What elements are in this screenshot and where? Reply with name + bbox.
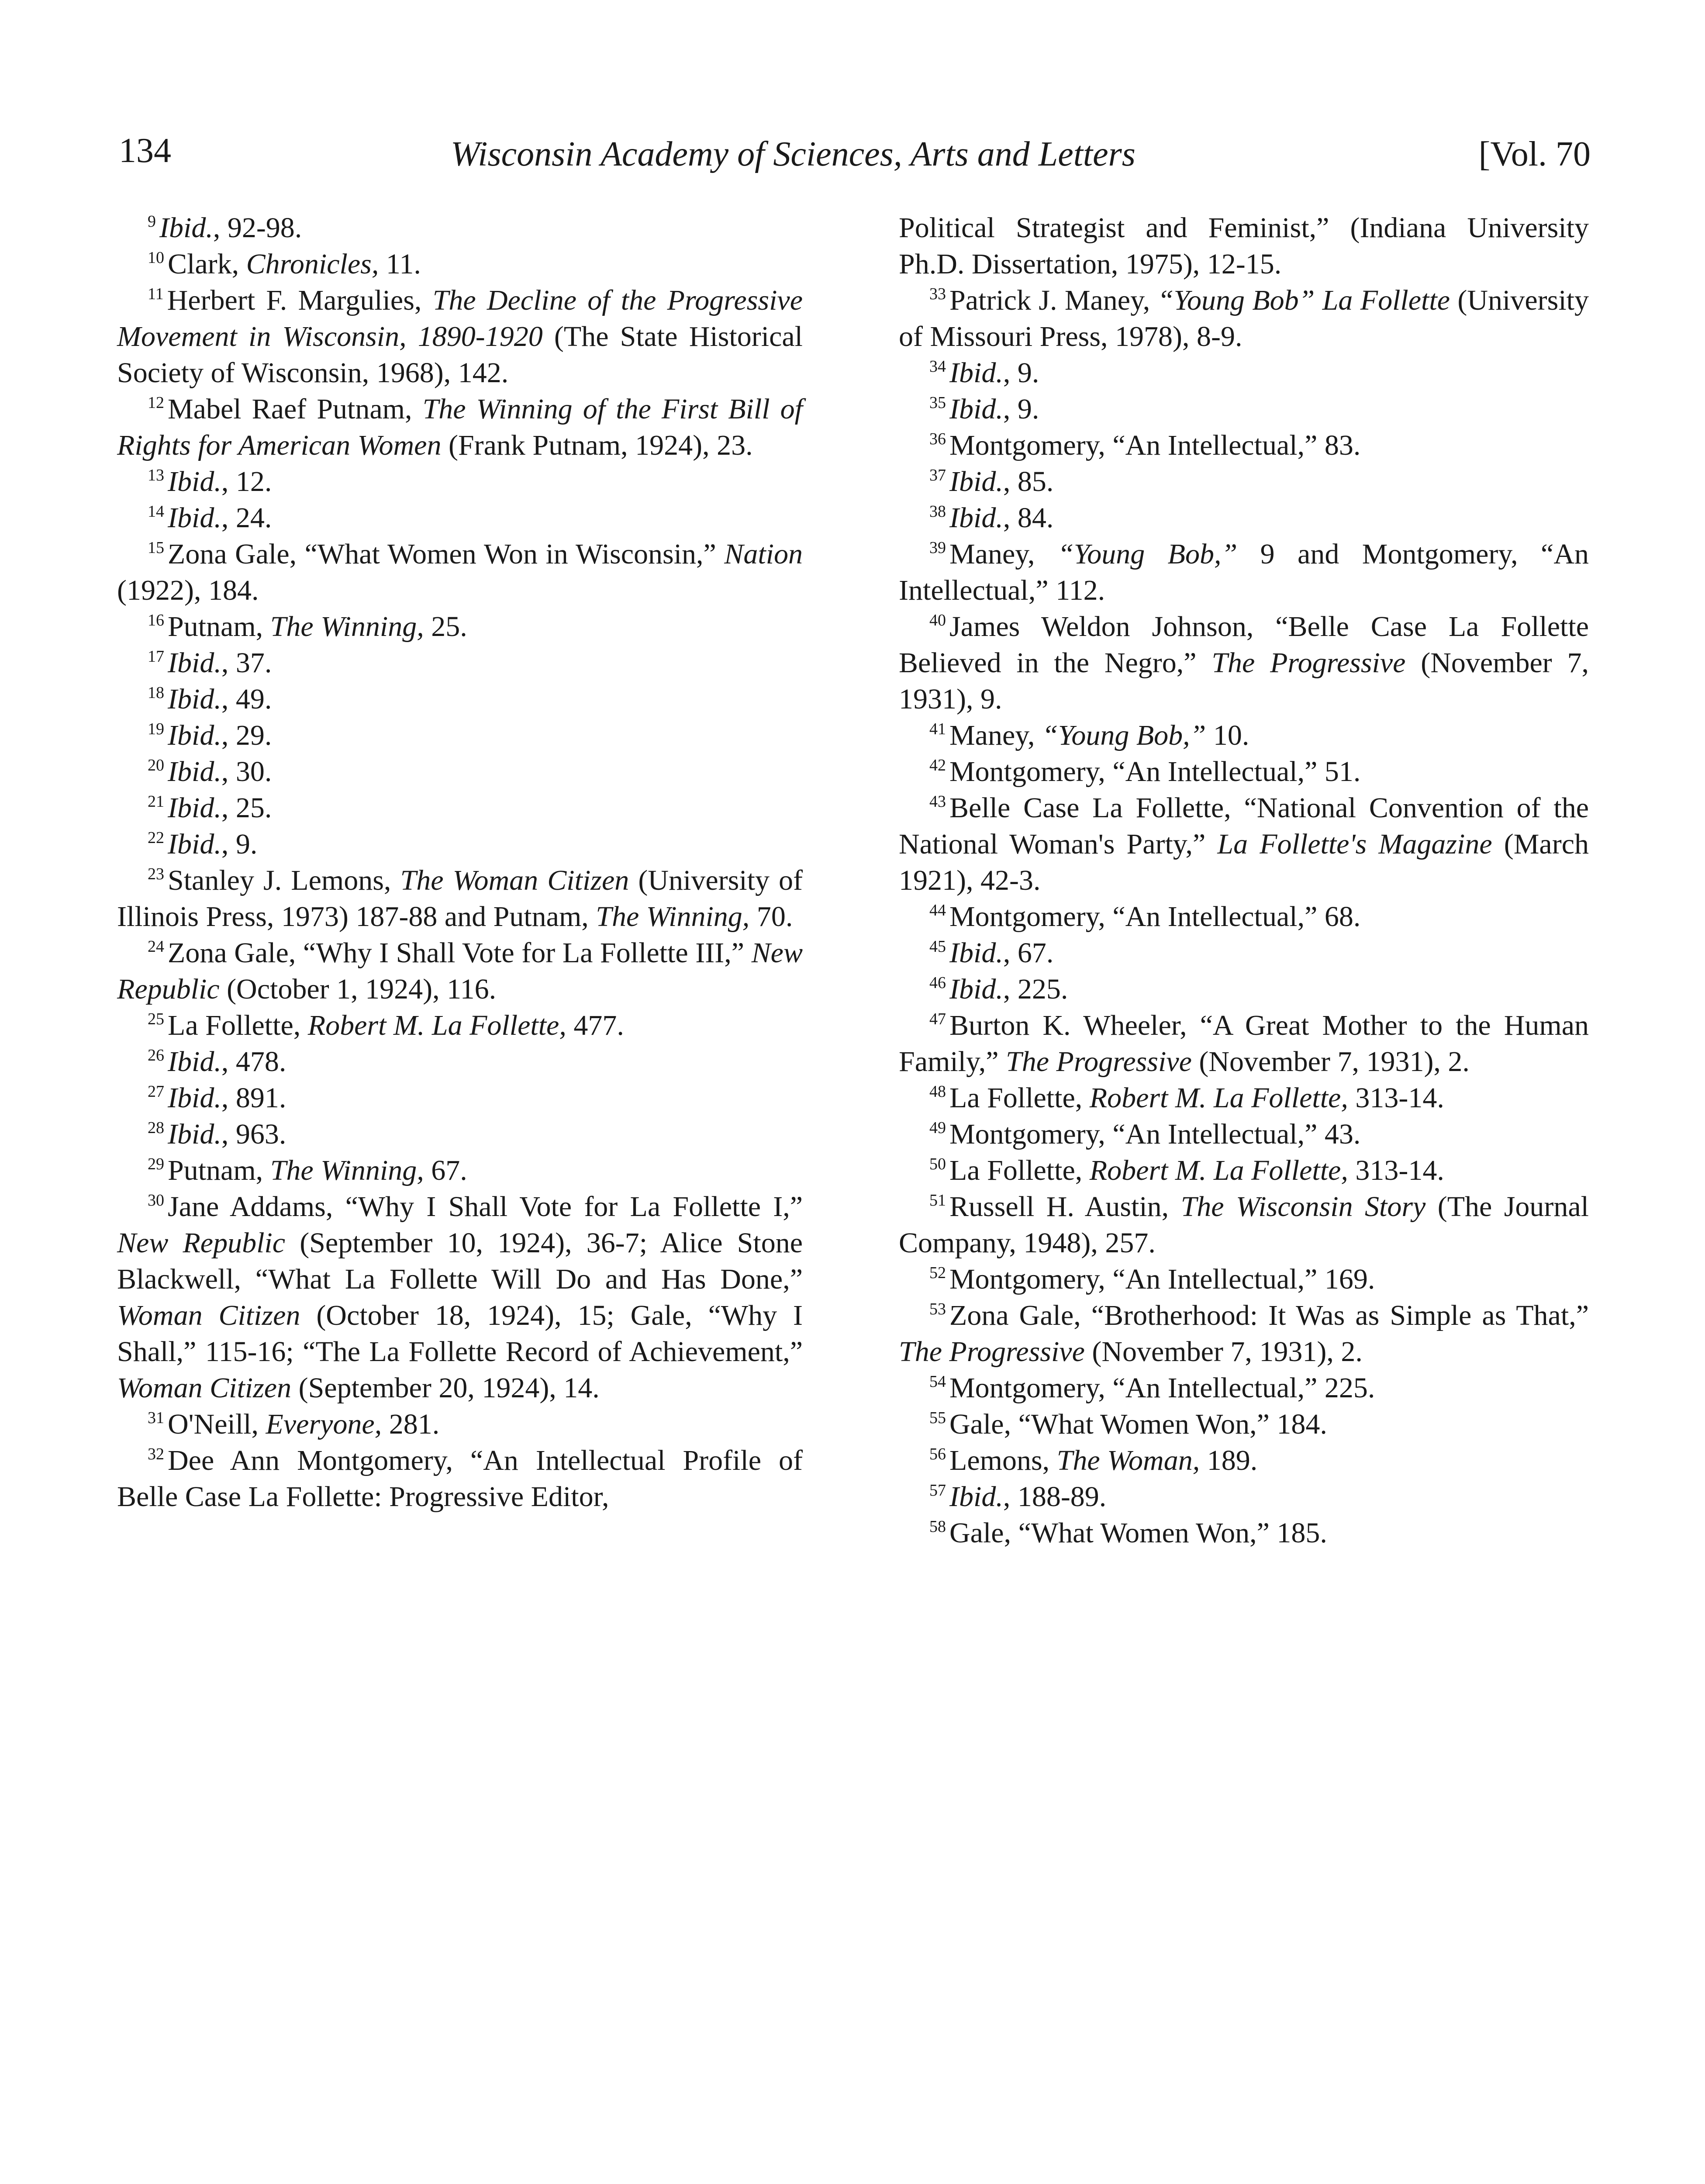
volume-label: [Vol. 70 <box>1478 135 1591 173</box>
footnote: $^{10}$ Clark, Chronicles, 11. <box>148 248 421 280</box>
footnote: $^{26}$ Ibid., 478. <box>148 1046 286 1078</box>
footnote: $^{15}$ Zona Gale, “What Women Won in Wisconsin,” Nation (1922), 184. <box>117 538 803 606</box>
footnote: $^{11}$ Herbert F. Margulies, The Decline of the Progressive Movement in Wisconsin, 1890-1920 (The State Historical Society of Wisconsin, 1968), 142. <box>117 284 803 389</box>
notes-column-right <box>899 210 1589 1551</box>
footnote: $^{12}$ Mabel Raef Putnam, The Winning of the First Bill of Rights for American Women (Frank Putnam, 1924), 23. <box>117 393 803 461</box>
running-title: Wisconsin Academy of Sciences, Arts and Letters <box>451 135 1136 173</box>
footnote: $^{47}$ Burton K. Wheeler, “A Great Mother to the Human Family,” The Progressive (November 7, 1931), 2. <box>899 1009 1589 1078</box>
footnote: $^{50}$ La Follette, Robert M. La Follette, 313-14. <box>929 1154 1444 1186</box>
footnote: $^{57}$ Ibid., 188-89. <box>929 1481 1107 1513</box>
footnote: $^{13}$ Ibid., 12. <box>148 466 272 498</box>
footnote: $^{55}$ Gale, “What Women Won,” 184. <box>929 1408 1327 1440</box>
footnote: $^{28}$ Ibid., 963. <box>148 1118 286 1150</box>
footnote: $^{23}$ Stanley J. Lemons, The Woman Citizen (University of Illinois Press, 1973) 187-88 and Putnam, The Winning, 70. <box>117 864 803 933</box>
footnote: $^{56}$ Lemons, The Woman, 189. <box>929 1444 1258 1476</box>
footnote: $^{51}$ Russell H. Austin, The Wisconsin Story (The Journal Company, 1948), 257. <box>899 1191 1589 1259</box>
footnote: $^{41}$ Maney, “Young Bob,” 10. <box>929 719 1249 751</box>
footnote: $^{31}$ O'Neill, Everyone, 281. <box>148 1408 440 1440</box>
footnote: $^{38}$ Ibid., 84. <box>929 502 1054 534</box>
footnote: $^{58}$ Gale, “What Women Won,” 185. <box>929 1517 1327 1549</box>
footnote: $^{44}$ Montgomery, “An Intellectual,” 68. <box>929 901 1361 933</box>
footnote: $^{33}$ Patrick J. Maney, “Young Bob” La Follette (University of Missouri Press, 1978), 8-9. <box>899 284 1589 352</box>
footnote: $^{29}$ Putnam, The Winning, 67. <box>148 1154 467 1186</box>
footnote: $^{19}$ Ibid., 29. <box>148 719 272 751</box>
footnote: $^{14}$ Ibid., 24. <box>148 502 272 534</box>
footnote: $^{27}$ Ibid., 891. <box>148 1082 286 1114</box>
footnote: $^{21}$ Ibid., 25. <box>148 792 272 824</box>
footnote: $^{24}$ Zona Gale, “Why I Shall Vote for La Follette III,” New Republic (October 1, 1924), 116. <box>117 937 803 1005</box>
footnote: $^{37}$ Ibid., 85. <box>929 466 1054 498</box>
footnote: $^{46}$ Ibid., 225. <box>929 973 1068 1005</box>
footnote: $^{45}$ Ibid., 67. <box>929 937 1054 969</box>
page-number: 134 <box>119 131 171 170</box>
footnote: $^{17}$ Ibid., 37. <box>148 647 272 679</box>
footnote: $^{34}$ Ibid., 9. <box>929 357 1039 389</box>
footnote: $^{32}$ Dee Ann Montgomery, “An Intellectual Profile of Belle Case La Follette: Progressive Editor, <box>117 1444 803 1513</box>
footnote: $^{48}$ La Follette, Robert M. La Follette, 313-14. <box>929 1082 1444 1114</box>
footnote: $^{25}$ La Follette, Robert M. La Follette, 477. <box>148 1009 624 1041</box>
footnote: $^{22}$ Ibid., 9. <box>148 828 258 860</box>
footnote: $^{42}$ Montgomery, “An Intellectual,” 51. <box>929 756 1361 788</box>
footnote: $^{52}$ Montgomery, “An Intellectual,” 169. <box>929 1263 1375 1295</box>
footnote: $^{20}$ Ibid., 30. <box>148 756 272 788</box>
footnote-continuation: Political Strategist and Feminist,” (Indiana University Ph.D. Dissertation, 1975), 12-15. <box>899 212 1589 280</box>
footnote: $^{54}$ Montgomery, “An Intellectual,” 225. <box>929 1372 1375 1404</box>
footnote: $^{40}$ James Weldon Johnson, “Belle Case La Follette Believed in the Negro,” The Progressive (November 7, 1931), 9. <box>899 611 1589 715</box>
footnote: $^9$ Ibid., 92-98. <box>148 212 302 244</box>
footnote: $^{39}$ Maney, “Young Bob,” 9 and Montgomery, “An Intellectual,” 112. <box>899 538 1589 606</box>
footnote: $^{49}$ Montgomery, “An Intellectual,” 43. <box>929 1118 1361 1150</box>
notes-column-left <box>117 210 803 1515</box>
footnote: $^{53}$ Zona Gale, “Brotherhood: It Was as Simple as That,” The Progressive (November 7, 1931), 2. <box>899 1299 1589 1368</box>
footnote: $^{18}$ Ibid., 49. <box>148 683 272 715</box>
page-header <box>119 131 1591 183</box>
footnote: $^{30}$ Jane Addams, “Why I Shall Vote for La Follette I,” New Republic (September 10, 1924), 36-7; Alice Stone Blackwell, “What La Follette Will Do and Has Done,” Woman Citizen (October 18, 1924), 15; Gale, “Why I Shall,” 115-16; “The La Follette Record of Achievement,” Woman Citizen (September 20, 1924), 14. <box>117 1191 803 1404</box>
footnote: $^{16}$ Putnam, The Winning, 25. <box>148 611 467 643</box>
footnote: $^{43}$ Belle Case La Follette, “National Convention of the National Woman's Party,” La Follette's Magazine (March 1921), 42-3. <box>899 792 1589 896</box>
footnote: $^{36}$ Montgomery, “An Intellectual,” 83. <box>929 429 1361 461</box>
footnote: $^{35}$ Ibid., 9. <box>929 393 1039 425</box>
